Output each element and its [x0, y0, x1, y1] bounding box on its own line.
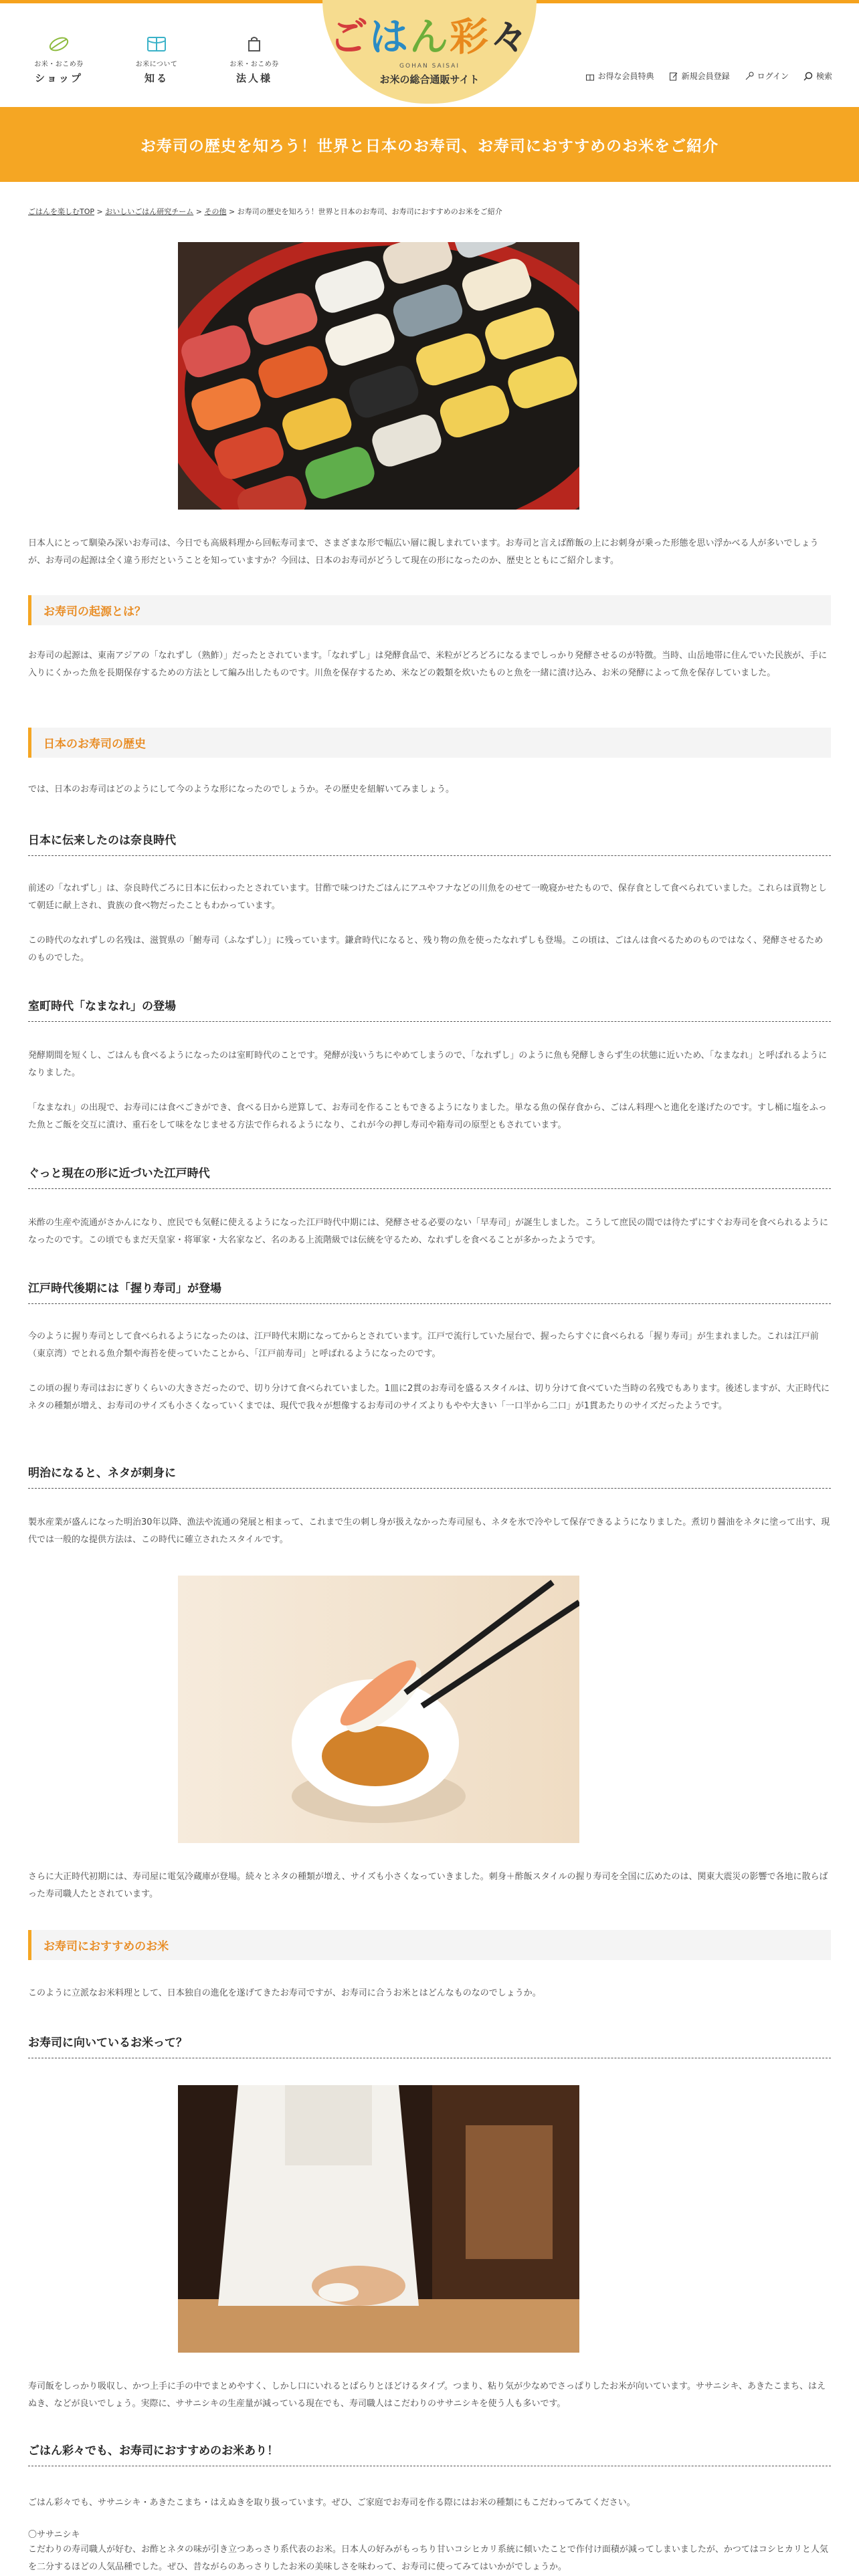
site-logo[interactable] [322, 7, 537, 86]
nav-shop[interactable] [25, 35, 92, 85]
nara-paragraph-1: 前述の「なれずし」は、奈良時代ごろに日本に伝わったとされています。甘酢で味つけたごはんにアユやフナなどの川魚をのせて一晩寝かせたもので、保存食として食べられていました。これらは貢物として朝廷に献上され、貴族の食べ物だったこともわかっています。 [28, 883, 827, 911]
nigiri-paragraph-1: 今のように握り寿司として食べられるようになったのは、江戸時代末期になってからとされています。江戸で流行していた屋台で、握ったらすぐに食べられる「握り寿司」が生まれました。これは江戸前（東京湾）でとれる魚介類や海苔を使っていたことから、「江戸前寿司」と呼ばれるようになったのです。 [28, 1331, 819, 1359]
nav-know-big: 知る [144, 72, 169, 84]
bag-icon [243, 35, 266, 53]
heading-nara: 日本に伝来したのは奈良時代 [28, 831, 831, 856]
heading-edo: ぐっと現在の形に近づいた江戸時代 [28, 1164, 831, 1189]
suited-paragraph: 寿司飯をしっかり吸収し、かつ上手に手の中でまとめやすく、しかし口にいれるとぱらりとほどけるタイプ。つまり、粘り気が少なめでさっぱりしたお米が向いています。ササニシキ、あきたこまち、はえぬき、などが良いでしょう。実際に、ササニシキの生産量が減っている現在でも、寿司職人はこだわりのササニシキを使う人も多いです。 [28, 2381, 826, 2409]
intro-paragraph: 日本人にとって馴染み深いお寿司は、今日でも高級料理から回転寿司まで、さまざまな形で幅広い層に親しまれています。お寿司と言えば酢飯の上にお刺身が乗った形態を思い浮かべる人が多いでしょうが、お寿司の起源は全く違う形だということを知っていますか？今回は、日本のお寿司がどうして現在の形になったのか、歴史とともにご紹介します。 [28, 538, 819, 566]
nav-know[interactable] [123, 35, 190, 85]
rice-paragraph: このように立派なお米料理として、日本独自の進化を遂げてきたお寿司ですが、お寿司に合うお米とはどんなものなのでしょうか。 [28, 1988, 541, 1998]
nav-know-small: お米について [135, 61, 178, 68]
heading-suited-rice: お寿司に向いているお米って？ [28, 2033, 831, 2058]
sasanishiki-label: 〇ササニシキ [28, 2530, 80, 2540]
breadcrumb-team[interactable]: おいしいごはん研究チーム [105, 207, 194, 216]
sasanishiki-paragraph: こだわりの寿司職人が好む、お酢とネタの味が引き立つあっさり系代表のお米。日本人の好みがもっちり甘いコシヒカリ系統に傾いたことで作付け面積が減ってしまいましたが、かつてはコシヒカリと人気を二分するほどの人気品種でした。ぜひ、昔ながらのあっさりしたお米の美味しさを味わって、お寿司に使ってみてはいかがでしょうか。 [28, 2545, 828, 2572]
heading-origin: お寿司の起源とは？ [28, 595, 831, 625]
muromachi-paragraph-1: 発酵期間を短くし、ごはんも食べるようになったのは室町時代のことです。発酵が浅いうちにやめてしまうので、「なれずし」のように魚も発酵しきらず生の状態に近いため、「なまなれ」と呼ばれるようになりました。 [28, 1051, 828, 1078]
heading-nigiri: 江戸時代後期には「握り寿司」が登場 [28, 1279, 831, 1304]
member-benefits-link[interactable] [585, 70, 654, 82]
nigiri-paragraph-2: この頃の握り寿司はおにぎりくらいの大きさだったので、切り分けて食べられていました。1皿に2貫のお寿司を盛るスタイルは、切り分けて食べていた当時の名残でもあります。後述しますが、大正時代にネタの種類が増え、お寿司のサイズも小さくなっていくまでは、現代で我々が想像するお寿司のサイズよりもやや大きい「一口半から二口」が1貫あたりのサイズだったようです。 [28, 1384, 830, 1411]
nigiri-chopsticks-image [178, 1576, 579, 1843]
breadcrumb-current: お寿司の歴史を知ろう！世界と日本のお寿司、お寿司におすすめのお米をご紹介 [237, 207, 502, 216]
leaf-icon [47, 35, 70, 53]
sushi-chef-image [178, 2085, 579, 2353]
search-label: 検索 [816, 72, 832, 81]
nara-paragraph-2: この時代のなれずしの名残は、滋賀県の「鮒寿司（ふなずし）」に残っています。鎌倉時代になると、残り物の魚を使ったなれずしも登場。この頃は、ごはんは食べるためのものではなく、発酵させるためのものでした。 [28, 936, 824, 963]
nav-shop-big: ショップ [35, 72, 83, 84]
logo-tagline: お米の総合通販サイト [379, 74, 480, 86]
header-nav [25, 35, 288, 85]
heading-saisai-rice: ごはん彩々でも、お寿司におすすめのお米あり！ [28, 2441, 831, 2466]
member-benefits-label: お得な会員特典 [597, 72, 654, 81]
logo-mark: ごはん彩々 [328, 14, 531, 60]
nav-corporate-small: お米・おこめ券 [229, 61, 279, 68]
taisho-paragraph: さらに大正時代初期には、寿司屋に電気冷蔵庫が登場。続々とネタの種類が増え、サイズも小さくなっていきました。刺身＋酢飯スタイルの握り寿司を全国に広めたのは、関東大震災の影響で各地に散らばった寿司職人たとされています。 [28, 1872, 828, 1899]
nav-shop-small: お米・おこめ券 [34, 61, 84, 68]
pencil-icon [669, 72, 678, 81]
register-label: 新規会員登録 [681, 72, 730, 81]
saisai-paragraph: ごはん彩々でも、ササニシキ・あきたこまち・はえぬきを取り扱っています。ぜひ、ご家庭でお寿司を作る際にはお米の種類にもこだわってみてください。 [28, 2498, 636, 2508]
register-link[interactable] [669, 70, 730, 82]
site-header [0, 3, 859, 107]
login-label: ログイン [757, 72, 789, 81]
edo-paragraph: 米酢の生産や流通がさかんになり、庶民でも気軽に使えるようになった江戸時代中期には、発酵させる必要のない「早寿司」が誕生しました。こうして庶民の間では待たずにすぐお寿司を食べられるようになったのです。この頃でもまだ天皇家・将軍家・大名家など、名のある上流階級では伝統を守るため、なれずしを食べることが多かったようです。 [28, 1218, 829, 1245]
origin-paragraph: お寿司の起源は、東南アジアの「なれずし（熟鮓）」だったとされています。「なれずし」は発酵食品で、米粒がどろどろになるまでしっかり発酵させるのが特徴。当時、山岳地帯に住んでいた民族が、手に入りにくかった魚を長期保存するための方法として編み出したものです。川魚を保存するため、米などの穀類を炊いたものと魚を一緒に漬け込み、お米の発酵によって魚を保存していました。 [28, 651, 828, 678]
nav-corporate-big: 法人様 [235, 72, 272, 84]
sushi-platter-image [178, 242, 579, 510]
meiji-paragraph: 製氷産業が盛んになった明治30年以降、漁法や流通の発展と相まって、これまで生の刺し身が扱えなかった寿司屋も、ネタを氷で冷やして保存できるようになりました。煮切り醤油をネタに塗って出す、現代では一般的な提供方法は、この時代に確立されたスタイルです。 [28, 1517, 830, 1545]
nav-corporate[interactable] [221, 35, 288, 85]
title-banner [0, 107, 859, 182]
heading-japan-history: 日本のお寿司の歴史 [28, 728, 831, 758]
breadcrumb-other[interactable]: その他 [204, 207, 227, 216]
heading-recommended-rice: お寿司におすすめのお米 [28, 1930, 831, 1960]
header-utility-links [585, 70, 832, 82]
muromachi-paragraph-2: 「なまなれ」の出現で、お寿司には食べごきができ、食べる日から逆算して、お寿司を作ることもできるようになりました。単なる魚の保存食から、ごはん料理へと進化を遂げたのです。すし桶に塩をふった魚とご飯を交互に漬け、重石をして味をなじませる方法で作られるようになり、これが今の押し寿司や箱寿司の原型ともされています。 [28, 1103, 827, 1130]
heading-meiji: 明治になると、ネタが刺身に [28, 1463, 831, 1489]
japan-history-paragraph: では、日本のお寿司はどのようにして今のような形になったのでしょうか。その歴史を紐解いてみましょう。 [28, 784, 455, 794]
logo-roman: GOHAN SAISAI [399, 63, 460, 70]
search-link[interactable] [803, 70, 832, 82]
gift-icon [585, 72, 595, 81]
key-icon [745, 72, 754, 81]
book-icon [145, 35, 168, 53]
page-title: お寿司の歴史を知ろう！世界と日本のお寿司、お寿司におすすめのお米をご紹介 [140, 137, 719, 155]
search-icon [803, 72, 813, 81]
heading-muromachi: 室町時代「なまなれ」の登場 [28, 996, 831, 1022]
login-link[interactable] [745, 70, 789, 82]
breadcrumb-top[interactable]: ごはんを楽しむTOP [28, 207, 95, 216]
breadcrumb: ごはんを楽しむTOP > おいしいごはん研究チーム > その他 > お寿司の歴史を知ろう！世界と日本のお寿司、お寿司におすすめのお米をご紹介 [28, 207, 502, 216]
